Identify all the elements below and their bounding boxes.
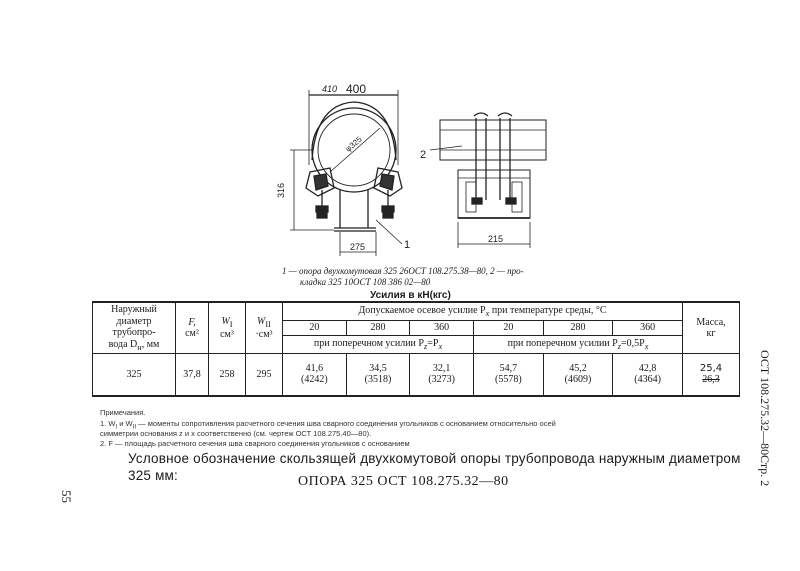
cell-force-5: 45,2 (4609) <box>543 354 613 396</box>
header-temp-6: 360 <box>613 320 683 336</box>
mass-struck: 26,3 <box>702 374 720 386</box>
callout-1: 1 <box>404 239 411 251</box>
header-temp-2: 280 <box>346 320 410 336</box>
cell-force-1: 41,6 (4242) <box>283 354 347 396</box>
cell-diameter: 325 <box>93 354 176 396</box>
header-temp-3: 360 <box>410 320 474 336</box>
side-document-code: ОСТ 108.275.32—80 <box>758 350 772 456</box>
header-W2: $W_{II}$ ·см³ <box>246 302 283 354</box>
cell-force-4: 54,7 (5578) <box>474 354 544 396</box>
dim-diameter: φ325 <box>343 134 364 154</box>
table-title: Усилия в кН(кгс) <box>370 290 451 301</box>
header-temp-4: 20 <box>474 320 544 336</box>
cell-W1: 258 <box>209 354 246 396</box>
side-page-label: Стр. 2 <box>758 455 772 487</box>
note-1: 1. $W_I$ и $W_{II}$ — моменты сопротивления расчетного сечения шва сварного соединения угольников с основанием относительно осей <box>100 419 556 431</box>
header-diameter: Наружный диаметр трубопро- вода $D_н$, мм <box>93 302 176 354</box>
side-view-drawing <box>430 113 546 248</box>
header-allowed-force: Допускаемое осевое усилие $P_x$ при температуре среды, °С <box>283 302 683 320</box>
cell-W2: 295 <box>246 354 283 396</box>
note-2: 2. F — площадь расчетного сечения шва сварного соединения угольников с основанием <box>100 439 410 448</box>
note-1-continued: симметрии основания z и x соответственно (см. чертеж ОСТ 108.275.40—80). <box>100 429 372 438</box>
notes-heading: Примечания. <box>100 408 146 417</box>
page-number: 55 <box>59 490 74 503</box>
dim-top-printed: 410 <box>322 84 338 94</box>
mass-handwritten: 25,4 <box>699 362 723 374</box>
header-temp-1: 20 <box>283 320 347 336</box>
designation-line-1: Условное обозначение скользящей двухкомутовой опоры трубопровода наружным диаметром <box>128 451 741 466</box>
header-mass: Масса, кг <box>683 302 740 354</box>
header-temp-5: 280 <box>543 320 613 336</box>
cell-force-2: 34,5 (3518) <box>346 354 410 396</box>
figure-caption-line-1: 1 — опора двухкомутовая 325 26ОСТ 108.275.38—80, 2 — про- <box>282 266 524 276</box>
cell-force-3: 32,1 (3273) <box>410 354 474 396</box>
dim-top-handwritten: 400 <box>346 82 367 96</box>
table-row <box>93 354 740 396</box>
designation-line-2: 325 мм: <box>128 468 178 483</box>
callout-2: 2 <box>420 149 427 161</box>
header-condition-1: при поперечном усилии $P_z=P_x$ <box>283 336 474 354</box>
dim-base-left: 275 <box>350 242 366 252</box>
header-F: F, см² <box>176 302 209 354</box>
header-condition-2: при поперечном усилии $P_z=0,5P_x$ <box>474 336 683 354</box>
dim-height: 316 <box>276 182 286 198</box>
dim-base-right: 215 <box>488 234 504 244</box>
cell-mass <box>683 354 740 396</box>
front-view-drawing <box>290 90 402 256</box>
designation-code: ОПОРА 325 ОСТ 108.275.32—80 <box>298 474 509 489</box>
cell-F: 37,8 <box>176 354 209 396</box>
header-W1: $W_I$ см³ <box>209 302 246 354</box>
cell-force-6: 42,8 (4364) <box>613 354 683 396</box>
figure-caption-line-2: кладка 325 10ОСТ 108 386 02—80 <box>300 277 431 287</box>
forces-table <box>92 301 740 397</box>
